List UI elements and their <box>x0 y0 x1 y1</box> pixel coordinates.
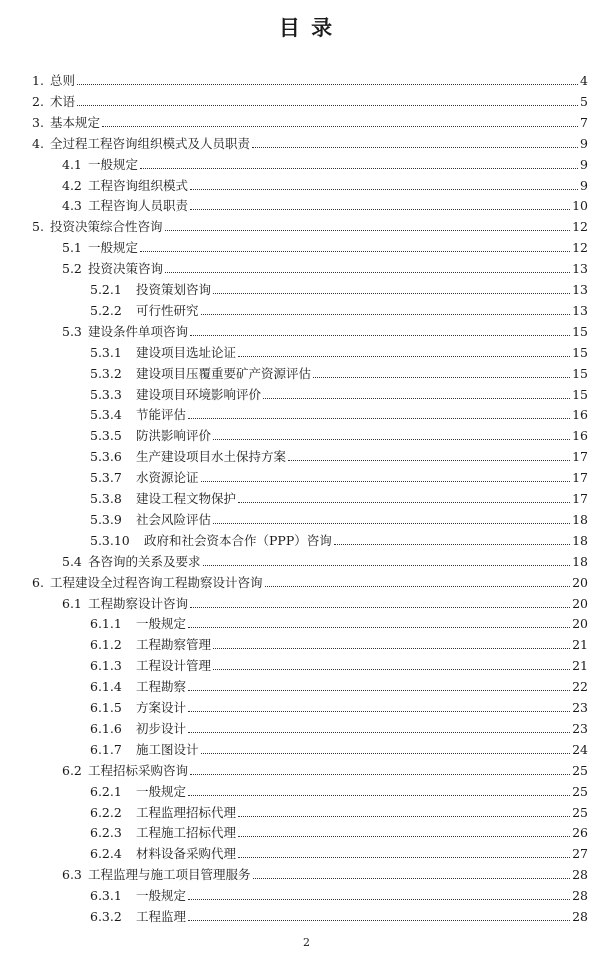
page-title: 目 录 <box>278 16 335 40</box>
toc-entry-title: 投资决策咨询 <box>88 261 164 277</box>
toc-entry-title: 总则 <box>50 73 76 88</box>
dot-leader <box>252 147 578 148</box>
toc-entry-title: 全过程工程咨询组织模式及人员职责 <box>50 135 251 151</box>
toc-entry[interactable] <box>90 674 588 694</box>
toc-entry-title: 各咨询的关系及要求 <box>88 553 201 569</box>
toc-entry-page: 12 <box>572 240 588 256</box>
dot-leader <box>190 335 570 336</box>
toc-entry-page: 4 <box>580 73 588 88</box>
toc-entry[interactable] <box>32 89 588 109</box>
toc-entry[interactable] <box>90 486 588 506</box>
toc-entry-page: 9 <box>580 135 588 151</box>
toc-entry-number: 5.3.3 <box>90 386 122 402</box>
toc-entry-page: 7 <box>580 114 588 130</box>
toc-entry-number: 6.2.2 <box>90 804 122 820</box>
toc-entry-number: 5. <box>32 219 44 235</box>
toc-entry[interactable] <box>90 883 588 903</box>
toc-entry-number: 4. <box>32 135 44 151</box>
toc-entry[interactable] <box>90 298 588 318</box>
toc-entry-number: 6.1.1 <box>90 616 122 632</box>
dot-leader <box>165 272 570 273</box>
toc-entry-title: 一般规定 <box>136 616 187 632</box>
dot-leader <box>334 544 570 545</box>
toc-entry[interactable] <box>90 465 588 485</box>
toc-entry-page: 25 <box>572 783 588 799</box>
toc-entry-number: 6.1.4 <box>90 679 122 695</box>
toc-entry[interactable] <box>90 695 588 715</box>
dot-leader <box>213 523 570 524</box>
dot-leader <box>201 481 571 482</box>
toc-entry[interactable] <box>90 800 588 820</box>
toc-entry[interactable] <box>90 402 588 422</box>
toc-entry-number: 5.3.10 <box>90 532 130 548</box>
toc-entry-page: 18 <box>572 511 588 527</box>
toc-entry-page: 25 <box>572 762 588 778</box>
dot-leader <box>253 878 571 879</box>
toc-entry-page: 9 <box>580 156 588 172</box>
toc-entry-page: 16 <box>572 407 588 423</box>
toc-entry-page: 18 <box>572 532 588 548</box>
toc-entry[interactable] <box>62 193 588 213</box>
dot-leader <box>190 774 570 775</box>
toc-entry-title: 工程施工招标代理 <box>136 825 237 841</box>
toc-entry-title: 材料设备采购代理 <box>136 846 237 862</box>
toc-entry-number: 6.3 <box>62 867 82 883</box>
toc-entry[interactable] <box>32 68 588 88</box>
toc-entry-page: 13 <box>572 302 588 318</box>
toc-entry-number: 6.1.5 <box>90 700 122 715</box>
dot-leader <box>213 439 570 440</box>
dot-leader <box>188 627 570 628</box>
toc-entry-title: 工程咨询组织模式 <box>88 177 189 193</box>
dot-leader <box>102 126 578 127</box>
toc-entry-title: 投资策划咨询 <box>136 282 212 297</box>
toc-entry-number: 5.3.7 <box>90 470 122 486</box>
toc-entry-page: 9 <box>580 177 588 193</box>
dot-leader <box>288 460 570 461</box>
toc-entry-title: 术语 <box>50 93 76 109</box>
toc-entry-number: 5.3.8 <box>90 491 122 506</box>
toc-entry[interactable] <box>90 340 588 360</box>
toc-entry-page: 15 <box>572 323 588 339</box>
toc-entry[interactable] <box>90 820 588 840</box>
toc-entry-number: 6.1.2 <box>90 637 122 653</box>
dot-leader <box>190 607 570 608</box>
toc-entry-number: 6.1.6 <box>90 720 122 736</box>
dot-leader <box>77 105 578 106</box>
dot-leader <box>238 857 570 858</box>
toc-entry-title: 方案设计 <box>136 700 187 715</box>
toc-entry[interactable] <box>62 173 588 193</box>
toc-entry-title: 建设条件单项咨询 <box>88 323 189 339</box>
toc-entry-page: 21 <box>572 637 588 653</box>
toc-entry[interactable] <box>90 841 588 861</box>
toc-entry-title: 工程招标采购咨询 <box>88 762 189 778</box>
dot-leader <box>238 816 570 817</box>
toc-entry-page: 20 <box>572 574 588 590</box>
toc-entry[interactable] <box>90 737 588 757</box>
toc-entry-page: 13 <box>572 282 588 297</box>
toc-entry-title: 初步设计 <box>136 720 187 736</box>
toc-entry-page: 20 <box>572 595 588 611</box>
toc-entry-number: 5.3.6 <box>90 449 122 465</box>
toc-entry-page: 28 <box>572 909 588 924</box>
toc-entry-number: 6.3.1 <box>90 888 122 904</box>
dot-leader <box>238 502 570 503</box>
toc-entry-title: 生产建设项目水土保持方案 <box>136 449 287 465</box>
dot-leader <box>165 230 571 231</box>
toc-entry[interactable] <box>90 716 588 736</box>
toc-entry-page: 12 <box>572 219 588 235</box>
toc-entry-title: 建设工程文物保护 <box>136 491 237 506</box>
toc-entry-page: 15 <box>572 344 588 360</box>
toc-entry-number: 6.3.2 <box>90 909 122 924</box>
dot-leader <box>190 189 578 190</box>
toc-entry-page: 17 <box>572 491 588 506</box>
toc-entry-title: 工程监理招标代理 <box>136 804 237 820</box>
dot-leader <box>188 711 570 712</box>
toc-entry-title: 一般规定 <box>88 240 139 256</box>
dot-leader <box>188 899 570 900</box>
toc-entry-title: 可行性研究 <box>136 302 199 318</box>
toc-entry[interactable] <box>90 779 588 799</box>
dot-leader <box>77 84 578 85</box>
toc-entry[interactable] <box>90 611 588 631</box>
toc-entry-page: 10 <box>572 198 588 214</box>
toc-entry-number: 5.3.9 <box>90 511 122 527</box>
toc-entry[interactable] <box>62 319 588 339</box>
toc-entry[interactable] <box>90 904 588 924</box>
dot-leader <box>203 565 571 566</box>
dot-leader <box>213 669 570 670</box>
toc-entry-page: 28 <box>572 888 588 904</box>
toc-entry[interactable] <box>90 277 588 297</box>
toc-entry[interactable] <box>90 382 588 402</box>
toc-entry-page: 26 <box>572 825 588 841</box>
toc-entry-title: 一般规定 <box>136 783 187 799</box>
toc-entry[interactable] <box>62 591 588 611</box>
toc-entry-number: 5.2.1 <box>90 282 122 297</box>
dot-leader <box>238 356 570 357</box>
toc-entry-page: 23 <box>572 700 588 715</box>
toc-entry-number: 5.2 <box>62 261 82 277</box>
toc-entry-title: 一般规定 <box>88 156 139 172</box>
dot-leader <box>263 398 570 399</box>
toc-entry-title: 工程监理 <box>136 909 187 924</box>
dot-leader <box>201 314 571 315</box>
toc-entry-title: 工程建设全过程咨询工程勘察设计咨询 <box>50 574 263 590</box>
dot-leader <box>201 753 571 754</box>
toc-entry[interactable] <box>90 507 588 527</box>
toc-entry-page: 28 <box>572 867 588 883</box>
toc-entry-number: 4.1 <box>62 156 82 172</box>
toc-entry-title: 施工图设计 <box>136 741 199 757</box>
toc-entry[interactable] <box>62 256 588 276</box>
toc-entry-number: 4.2 <box>62 177 82 193</box>
toc-entry-title: 工程勘察 <box>136 679 187 695</box>
dot-leader <box>213 648 570 649</box>
dot-leader <box>188 795 570 796</box>
toc-entry[interactable] <box>90 361 588 381</box>
toc-entry-number: 6. <box>32 574 44 590</box>
toc-entry[interactable] <box>62 862 588 882</box>
toc-entry[interactable] <box>90 632 588 652</box>
dot-leader <box>140 168 578 169</box>
toc-entry[interactable] <box>90 653 588 673</box>
toc-entry-number: 5.1 <box>62 240 82 256</box>
page-number: 2 <box>303 936 310 949</box>
toc-entry-title: 建设项目环境影响评价 <box>136 386 262 402</box>
toc-entry-number: 5.3.1 <box>90 344 122 360</box>
toc-entry-title: 投资决策综合性咨询 <box>50 219 163 235</box>
toc-entry-title: 基本规定 <box>50 114 101 130</box>
toc-entry[interactable] <box>62 235 588 255</box>
dot-leader <box>188 920 570 921</box>
dot-leader <box>188 418 570 419</box>
toc-entry-page: 17 <box>572 470 588 486</box>
dot-leader <box>238 836 570 837</box>
dot-leader <box>213 293 570 294</box>
toc-entry-page: 18 <box>572 553 588 569</box>
toc-entry-title: 建设项目选址论证 <box>136 344 237 360</box>
toc-entry-page: 5 <box>580 93 588 109</box>
dot-leader <box>140 251 570 252</box>
toc-entry-number: 6.1 <box>62 595 82 611</box>
toc-entry-page: 17 <box>572 449 588 465</box>
toc-entry-page: 25 <box>572 804 588 820</box>
dot-leader <box>313 377 570 378</box>
toc-entry-title: 工程咨询人员职责 <box>88 198 189 214</box>
toc-entry[interactable] <box>90 444 588 464</box>
toc-entry-title: 节能评估 <box>136 407 187 423</box>
toc-entry-page: 24 <box>572 741 588 757</box>
toc-entry-title: 工程设计管理 <box>136 658 212 674</box>
dot-leader <box>188 732 570 733</box>
toc-entry[interactable] <box>90 423 588 443</box>
toc-entry-page: 16 <box>572 428 588 444</box>
toc-entry-number: 2. <box>32 93 44 109</box>
toc-entry-page: 21 <box>572 658 588 674</box>
toc-entry-title: 建设项目压覆重要矿产资源评估 <box>136 365 312 381</box>
toc-entry-title: 工程勘察设计咨询 <box>88 595 189 611</box>
toc-entry[interactable] <box>62 758 588 778</box>
toc-entry-title: 社会风险评估 <box>136 511 212 527</box>
toc-entry-number: 5.3.5 <box>90 428 122 444</box>
toc-entry[interactable] <box>32 214 588 234</box>
toc-entry-number: 6.2.4 <box>90 846 122 862</box>
toc-entry-number: 3. <box>32 114 44 130</box>
toc-entry-page: 15 <box>572 365 588 381</box>
toc-entry[interactable] <box>90 528 588 548</box>
toc-entry-page: 22 <box>572 679 588 695</box>
dot-leader <box>188 690 570 691</box>
toc-entry-number: 5.4 <box>62 553 82 569</box>
dot-leader <box>190 209 570 210</box>
toc-entry-title: 工程勘察管理 <box>136 637 212 653</box>
toc-entry-title: 一般规定 <box>136 888 187 904</box>
toc-entry-page: 15 <box>572 386 588 402</box>
toc-entry-title: 防洪影响评价 <box>136 428 212 444</box>
toc-entry-page: 20 <box>572 616 588 632</box>
toc-entry[interactable] <box>32 570 588 590</box>
toc-entry-number: 5.3.4 <box>90 407 122 423</box>
dot-leader <box>265 586 571 587</box>
toc-entry-title: 工程监理与施工项目管理服务 <box>88 867 251 883</box>
toc-entry-page: 13 <box>572 261 588 277</box>
toc-entry-number: 4.3 <box>62 198 82 214</box>
toc-entry[interactable] <box>32 131 588 151</box>
toc-entry-number: 6.2.1 <box>90 783 122 799</box>
toc-entry-number: 5.3 <box>62 323 82 339</box>
toc-entry-number: 5.2.2 <box>90 302 122 318</box>
toc-entry-number: 6.2 <box>62 762 82 778</box>
toc-entry-page: 27 <box>572 846 588 862</box>
toc-entry-number: 6.1.3 <box>90 658 122 674</box>
toc-entry[interactable] <box>62 152 588 172</box>
toc-entry-page: 23 <box>572 720 588 736</box>
toc-entry[interactable] <box>62 549 588 569</box>
toc-entry-number: 1. <box>32 73 44 88</box>
toc-entry-number: 6.1.7 <box>90 741 122 757</box>
toc-entry-number: 5.3.2 <box>90 365 122 381</box>
toc-entry-title: 政府和社会资本合作（PPP）咨询 <box>144 532 332 548</box>
toc-entry[interactable] <box>32 110 588 130</box>
toc-entry-title: 水资源论证 <box>136 470 199 486</box>
toc-entry-number: 6.2.3 <box>90 825 122 841</box>
